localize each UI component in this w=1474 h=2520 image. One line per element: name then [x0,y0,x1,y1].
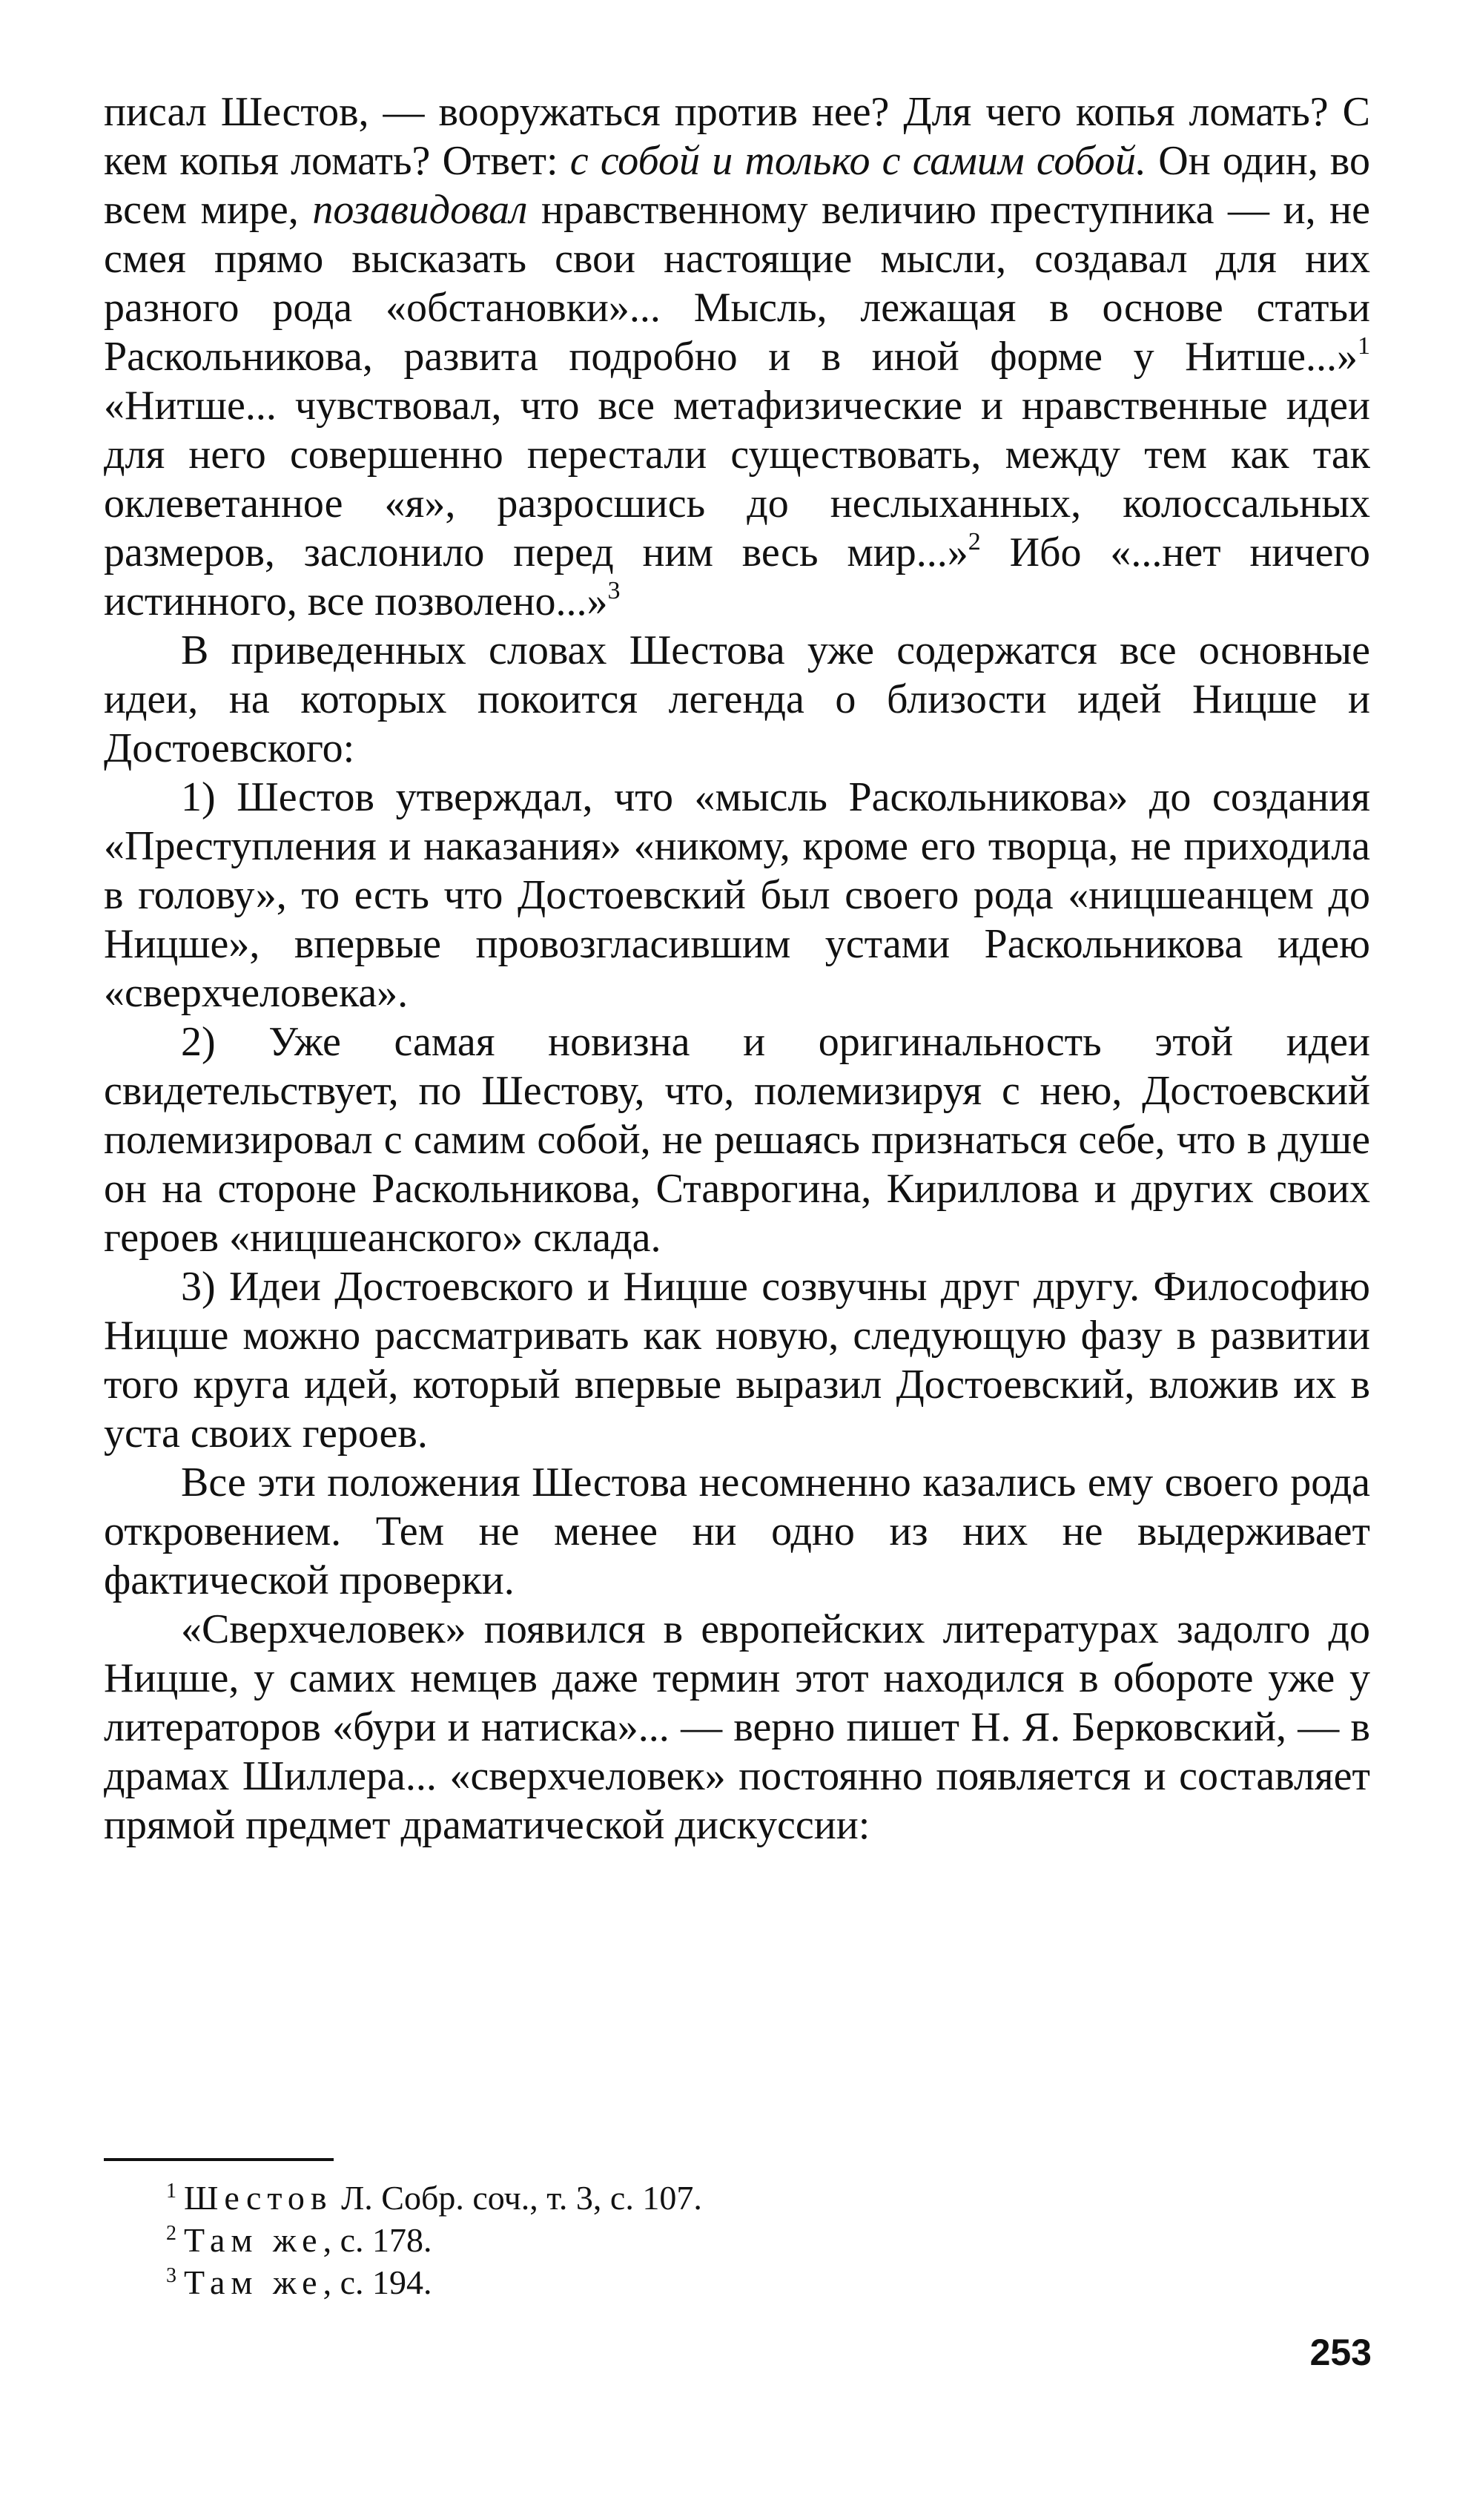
footnote-author: Шестов [184,2179,333,2217]
footnote-marker: 2 [968,528,981,555]
footnotes [166,2177,1204,2303]
footnote [166,2177,1204,2219]
text-run: «Сверхчеловек» появился в европейских литературах задолго до Ницше, у самих немцев даже термин этот находился в обороте уже у литераторов «бури и натиска»... — верно пишет Н. Я. Берковский, — в драмах Шиллера... «сверхчеловек» постоянно появляется и составляет прямой предмет драматической дискуссии: [104,1606,1370,1848]
text-run: 2) Уже самая новизна и оригинальность этой идеи свидетельствует, по Шестову, что, полемизируя с нею, Достоевский полемизировал с самим собой, не решаясь признаться себе, что в душе он на стороне Раскольникова, Ставрогина, Кириллова и других своих героев «ницшеанского» склада. [104,1019,1370,1261]
paragraph [104,1605,1370,1850]
italic-text: позавидовал [312,187,528,233]
footnote-reference: , с. 194. [323,2263,432,2301]
footnote-author: Там же [184,2221,323,2259]
footnote-marker: 1 [1358,332,1370,360]
text-run: Все эти положения Шестова несомненно казались ему своего рода откровением. Тем не менее ни одно из них не выдерживает фактической проверки. [104,1459,1370,1603]
paragraph [104,626,1370,773]
paragraph [104,88,1370,626]
footnote-marker: 3 [607,577,621,604]
footnote-number: 3 [166,2264,176,2287]
footnote-reference: , с. 178. [323,2221,432,2259]
body-text [104,88,1370,1850]
footnote-separator [104,2158,334,2161]
text-run: Ибо «...нет ничего истинного, все позволено...» [104,530,1370,624]
footnote-reference: Л. Собр. соч., т. 3, с. 107. [332,2179,702,2217]
footnote [166,2219,1204,2261]
text-run: 3) Идеи Достоевского и Ницше созвучны друг другу. Философию Ницше можно рассматривать как новую, следующую фазу в развитии того круга идей, который впервые выразил Достоевский, вложив их в уста своих героев. [104,1264,1370,1457]
footnote [166,2261,1204,2303]
footnote-author: Там же [184,2263,323,2301]
footnote-number: 1 [166,2180,176,2203]
paragraph [104,1262,1370,1458]
footnote-number: 2 [166,2222,176,2245]
italic-text: с собой и только с самим собой. [569,138,1147,184]
paragraph [104,773,1370,1017]
text-run: Он один, во всем мире, [104,138,1370,233]
text-run: «Нитше... чувствовал, что все метафизические и нравственные идеи для него совершенно перестали существовать, между тем как так оклеветанное «я», разросшись до неслыханных, колоссальных размеров, заслонило перед ним весь мир...» [104,383,1370,575]
paragraph [104,1458,1370,1605]
paragraph [104,1017,1370,1262]
text-run: нравственному величию преступника — и, не смея прямо высказать свои настоящие мысли, создавал для них разного рода «обстановки»... Мысль, лежащая в основе статьи Раскольникова, развита подробно и в иной форме у Нитше...» [104,187,1370,380]
text-run: писал Шестов, — вооружаться против нее? Для чего копья ломать? С кем копья ломать? Ответ: [104,89,1370,184]
text-run: 1) Шестов утверждал, что «мысль Раскольникова» до создания «Преступления и наказания» «никому, кроме его творца, не приходила в голову», то есть что Достоевский был своего рода «ницшеанцем до Ницше», впервые провозгласившим устами Раскольникова идею «сверхчеловека». [104,774,1370,1016]
text-run: В приведенных словах Шестова уже содержатся все основные идеи, на которых покоится легенда о близости идей Ницше и Достоевского: [104,627,1370,771]
page-number: 253 [1309,2332,1372,2373]
